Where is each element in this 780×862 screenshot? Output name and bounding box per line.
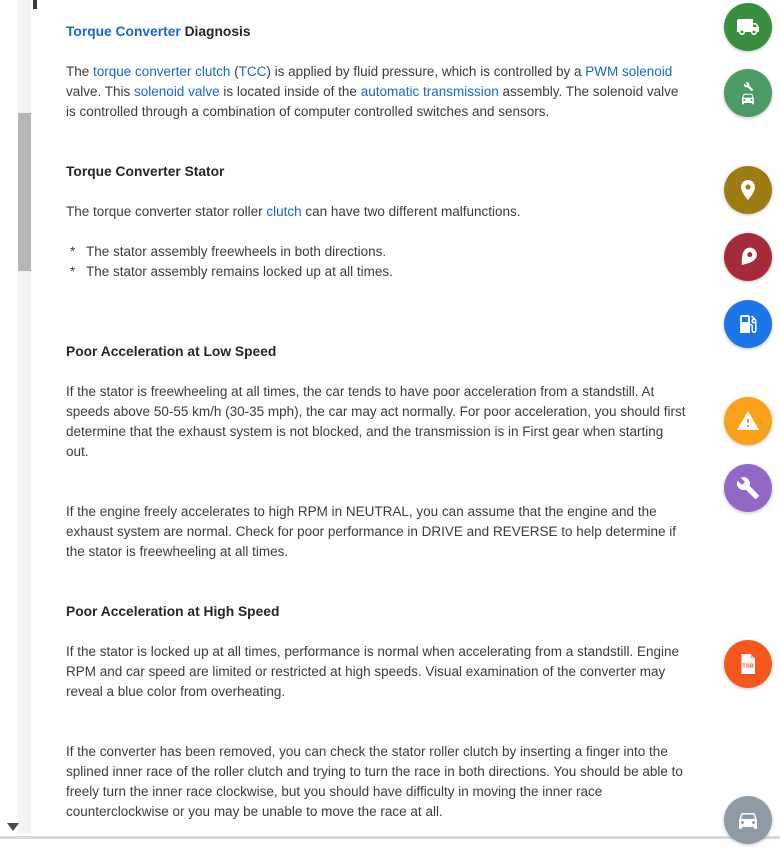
text-segment: The [66,64,94,79]
paragraph-low-speed-2: If the engine freely accelerates to high RPM in NEUTRAL, you can assume that the engine and the exhaust system are normal. Check for poor performance in DRIVE and REVERSE to help determine if the stator is freewheeling at all times. [66,504,677,559]
inline-link[interactable]: solenoid valve [134,84,220,99]
scrollbar-track[interactable] [18,0,31,833]
tsb-document-icon [736,652,760,676]
text-segment: Diagnosis [180,24,251,39]
section-heading-low-speed: Poor Acceleration at Low Speed [66,344,277,359]
car-service-button[interactable] [724,69,772,117]
paragraph-stator [66,202,688,222]
section-heading-stator: Torque Converter Stator [66,164,225,179]
text-segment: is located inside of the [219,84,361,99]
scrollbar-thumb[interactable] [18,113,31,271]
location-button[interactable] [724,166,772,214]
text-segment: can have two different malfunctions. [301,204,521,219]
paragraph-high-speed-1: If the stator is locked up at all times, performance is normal when accelerating from a standstill. Engine RPM and car speed are limited or restricted at high speeds. Visual examination of the converter may reveal a blue color from overheating. [66,644,680,699]
tow-truck-icon [736,15,760,39]
malfunction-list [66,242,688,282]
tow-truck-button[interactable] [724,3,772,51]
gas-station-icon [736,312,760,336]
tsb-button[interactable] [724,640,772,688]
list-item [70,242,688,262]
scroll-down-arrow[interactable] [7,823,19,831]
list-item-text: The stator assembly remains locked up at all times. [86,264,393,279]
vehicle-button[interactable] [724,796,772,844]
bullet-marker: * [70,244,76,259]
section-heading-high-speed: Poor Acceleration at High Speed [66,604,280,619]
inline-link[interactable]: Torque Converter [66,24,181,39]
pane-divider-tick [33,0,37,9]
bullet-marker: * [70,264,76,279]
car-icon [736,808,760,832]
location-wrench-icon [736,245,760,269]
list-item [70,262,688,282]
inline-link[interactable]: TCC [238,64,267,79]
text-segment: The torque converter stator roller [66,204,267,219]
car-service-icon [736,81,760,105]
paragraph-high-speed-2: If the converter has been removed, you can check the stator roller clutch by inserting a finger into the splined inner race of the roller clutch and trying to turn the race in both directions. You should be able to freely turn the inner race clockwise, but you should have difficulty in moving the inner race counterclockwise or you may be unable to move the race at all. [66,744,683,819]
repair-location-button[interactable] [724,233,772,281]
inline-link[interactable]: clutch [266,204,302,219]
paragraph-low-speed-1: If the stator is freewheeling at all times, the car tends to have poor acceleration from a standstill. At speeds above 50-55 km/h (30-35 mph), the car may act normally. For poor acceleration, you should first determine that the exhaust system is not blocked, and the transmission is in First gear when starting out. [66,384,686,459]
text-segment: ( [230,64,239,79]
text-segment: assembly. The solenoid valve is controlled through a combination of computer controlled switches and sensors. [66,84,679,119]
warning-triangle-icon [736,409,760,433]
inline-link[interactable]: PWM solenoid [585,64,673,79]
list-item-text: The stator assembly freewheels in both directions. [86,244,387,259]
wrench-icon [736,476,760,500]
fuel-station-button[interactable] [724,300,772,348]
text-segment: valve. This [66,84,135,99]
tsb-label: TSB [742,663,754,670]
text-segment: ) is applied by fluid pressure, which is controlled by a [266,64,586,79]
inline-link[interactable]: torque converter clutch [93,64,231,79]
section-heading-diagnosis [66,22,688,42]
article-content [66,22,688,862]
paragraph-intro [66,62,688,122]
tools-button[interactable] [724,464,772,512]
location-pin-icon [736,178,760,202]
inline-link[interactable]: automatic transmission [360,84,499,99]
warning-button[interactable] [724,397,772,445]
